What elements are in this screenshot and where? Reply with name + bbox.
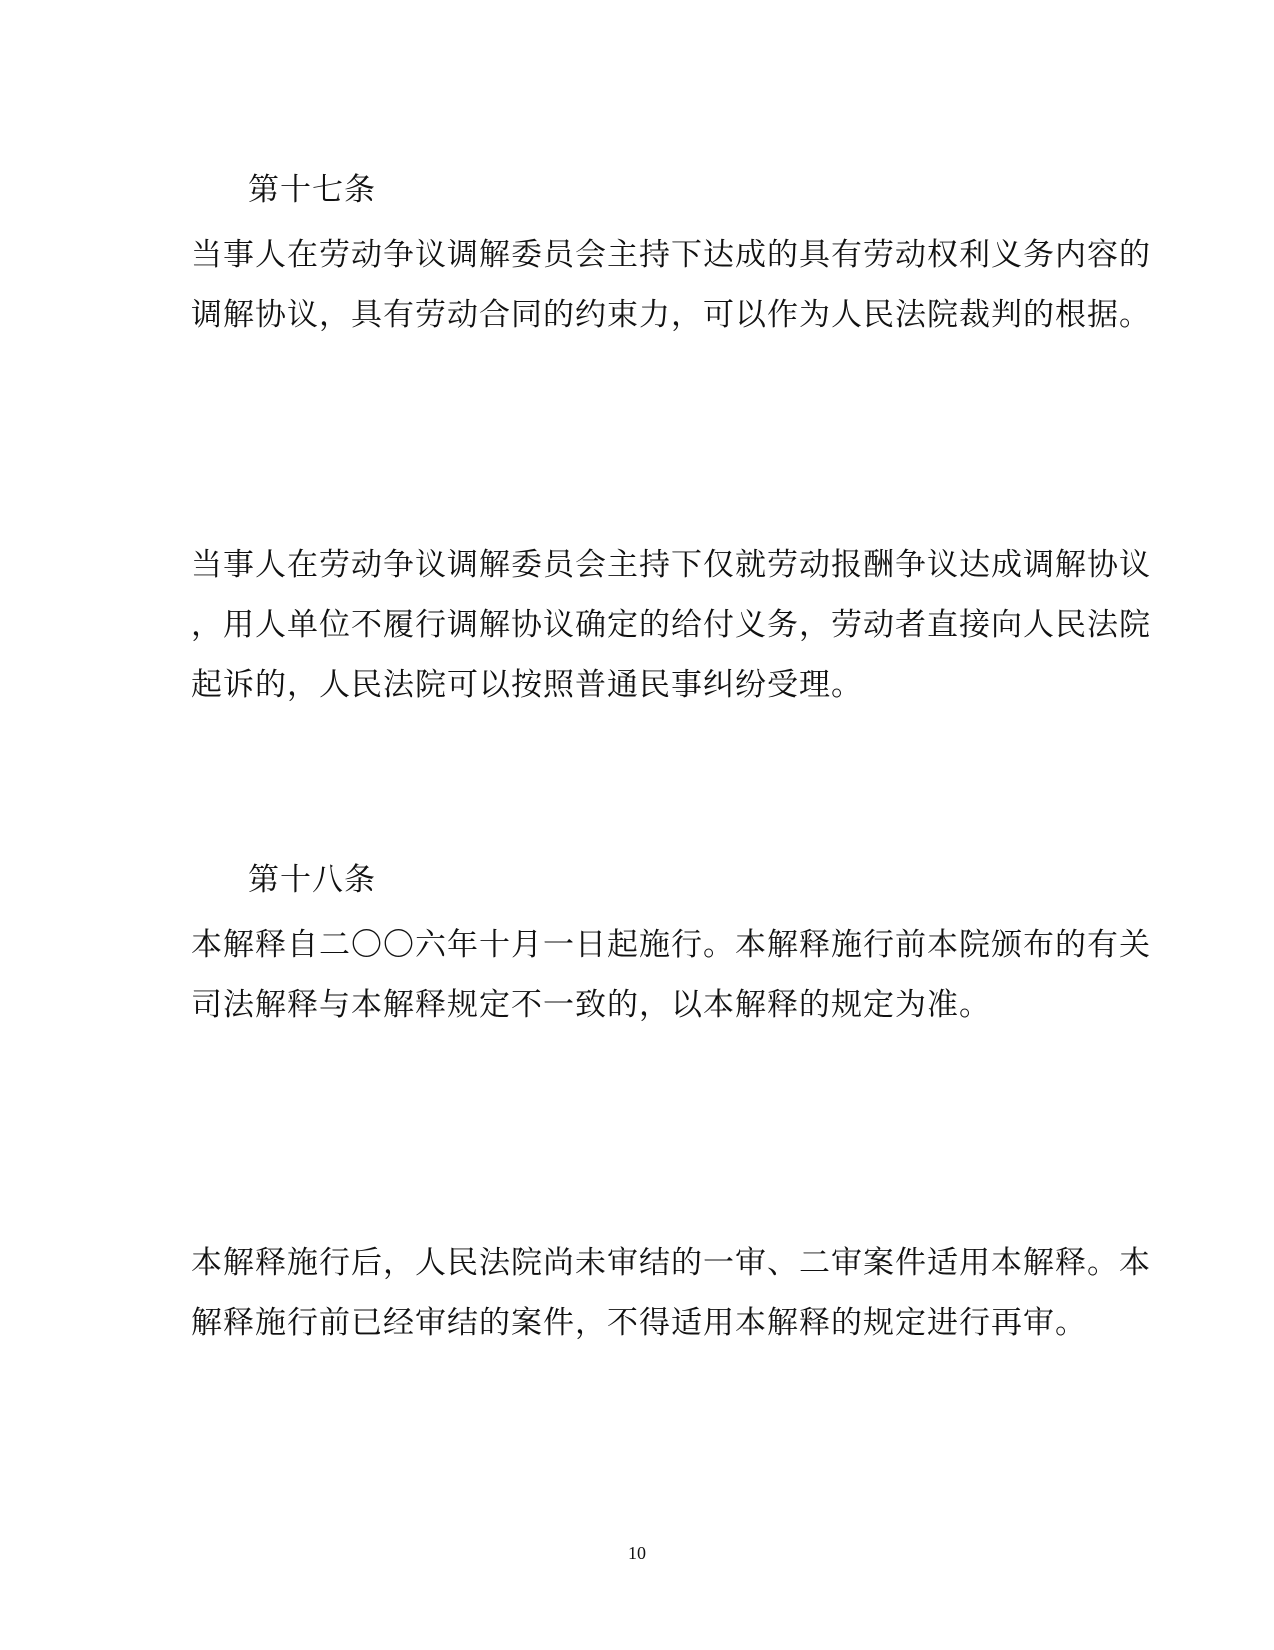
article-18-paragraph-2-line-2: 解释施行前已经审结的案件，不得适用本解释的规定进行再审。 xyxy=(191,1305,1087,1341)
article-18-paragraph-1-line-2: 司法解释与本解释规定不一致的，以本解释的规定为准。 xyxy=(191,987,991,1023)
article-17-heading: 第十七条 xyxy=(248,172,376,208)
article-17-paragraph-2-line-3: 起诉的，人民法院可以按照普通民事纠纷受理。 xyxy=(191,667,863,703)
article-17-paragraph-1-line-2: 调解协议，具有劳动合同的约束力，可以作为人民法院裁判的根据。 xyxy=(191,297,1151,333)
article-17-paragraph-1-line-1: 当事人在劳动争议调解委员会主持下达成的具有劳动权利义务内容的 xyxy=(191,237,1151,273)
article-17-paragraph-2-line-1: 当事人在劳动争议调解委员会主持下仅就劳动报酬争议达成调解协议 xyxy=(191,547,1151,583)
article-18-heading: 第十八条 xyxy=(248,862,376,898)
article-18-paragraph-2-line-1: 本解释施行后，人民法院尚未审结的一审、二审案件适用本解释。本 xyxy=(191,1245,1151,1281)
page-number: 10 xyxy=(628,1543,646,1563)
article-18-paragraph-1-line-1: 本解释自二〇〇六年十月一日起施行。本解释施行前本院颁布的有关 xyxy=(191,927,1151,963)
article-17-paragraph-2-line-2: ，用人单位不履行调解协议确定的给付义务，劳动者直接向人民法院 xyxy=(191,607,1151,643)
